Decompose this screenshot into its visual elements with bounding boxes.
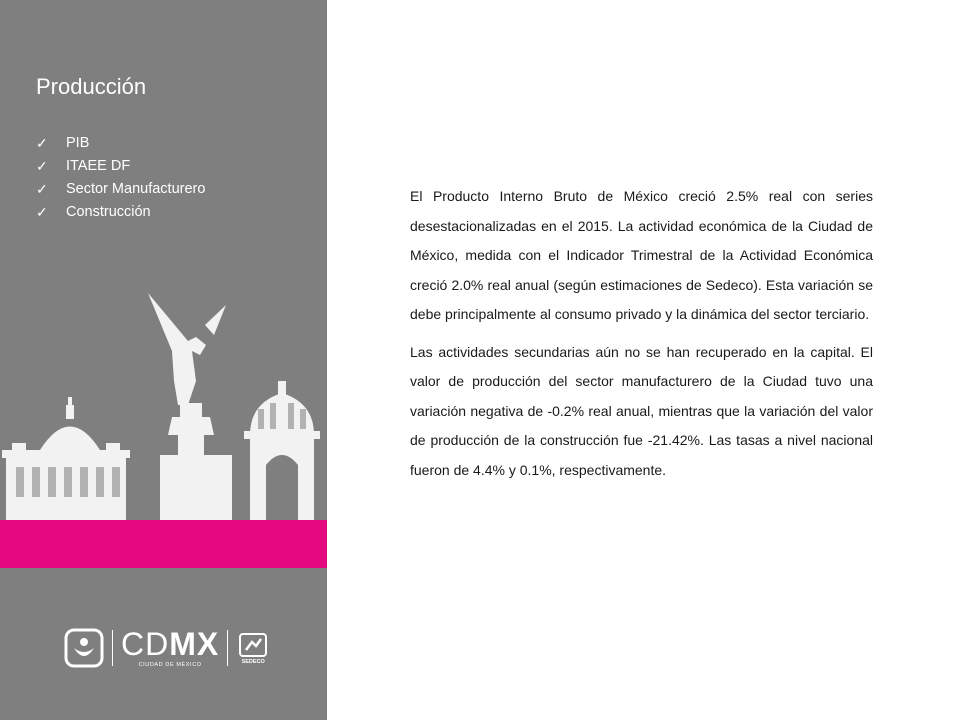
checklist-item-construction: ✓ Construcción [36,201,205,224]
accent-band [0,520,327,568]
logo-subtitle: CIUDAD DE MÉXICO [138,662,202,668]
section-title: Producción [36,74,147,99]
check-icon: ✓ [36,204,48,220]
checklist-item-pib: ✓ PIB [36,132,205,155]
check-icon: ✓ [36,135,48,151]
logo-text [121,628,219,668]
sedeco-label: SEDECO [241,658,265,665]
logo-wordmark: CDMX [121,626,220,662]
cdmx-logo [64,628,268,668]
checklist-item-manufacturing: ✓ Sector Manufacturero [36,178,205,201]
sidebar [0,0,327,720]
check-icon: ✓ [36,181,48,197]
sedeco-logo [238,632,268,665]
cdmx-emblem-icon [64,628,104,668]
logo-divider [112,630,113,666]
topic-checklist [36,132,205,224]
checklist-item-itaee: ✓ ITAEE DF [36,155,205,178]
sedeco-emblem-icon [238,632,268,658]
paragraph-gdp: El Producto Interno Bruto de México creció 2.5% real con series desestacionalizadas en el 2015. La actividad económica de la Ciudad de México, medida con el Indicador Trimestral de la Actividad Económica creció 2.0% real anual (según estimaciones de Sedeco). Esta variación se debe principalmente al consumo privado y la dinámica del sector terciario. [410,188,873,322]
city-skyline-illustration [0,285,327,525]
logo-divider [227,630,228,666]
main-text [410,182,873,493]
check-icon: ✓ [36,158,48,174]
paragraph-secondary-activities: Las actividades secundarias aún no se han recuperado en la capital. El valor de producción del sector manufacturero de la Ciudad tuvo una variación negativa de -0.2% real anual, mientras que la variación del valor de producción de la construcción fue -21.42%. Las tasas a nivel nacional fueron de 4.4% y 0.1%, respectivamente. [410,343,873,478]
